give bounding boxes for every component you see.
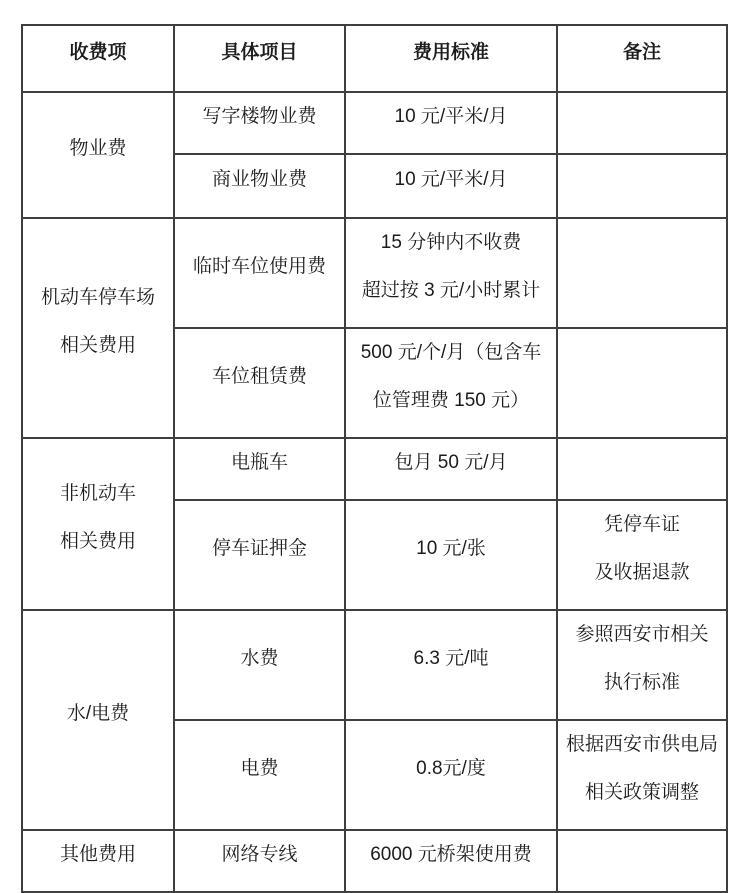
fee-cell: 10 元/张 [345,500,557,610]
table-row [22,92,727,154]
table-row [22,610,727,720]
note-cell [557,154,727,218]
table-row [22,218,727,328]
group-label: 机动车停车场 [40,287,155,308]
column-header-fee-item: 收费项 [22,25,174,92]
note-cell: 参照西安市相关 执行标准 [557,610,727,720]
fee-cell: 10 元/平米/月 [345,92,557,154]
fee-cell: 15 分钟内不收费 超过按 3 元/小时累计 [345,218,557,328]
group-label: 相关费用 [59,335,136,356]
group-label: 水/电费 [66,703,130,724]
item-cell: 停车证押金 [174,500,345,610]
item-cell: 电瓶车 [174,438,345,500]
group-cell-non-motor [22,438,174,610]
column-header-remarks: 备注 [557,25,727,92]
fee-cell: 10 元/平米/月 [345,154,557,218]
group-cell-motor-parking [22,218,174,438]
header-row [22,25,727,92]
group-cell-other [22,830,174,892]
fee-cell: 包月 50 元/月 [345,438,557,500]
group-label: 其他费用 [59,844,136,865]
item-cell: 车位租赁费 [174,328,345,438]
note-cell [557,438,727,500]
group-label: 物业费 [69,138,127,159]
item-cell: 网络专线 [174,830,345,892]
note-cell: 凭停车证 及收据退款 [557,500,727,610]
item-cell: 电费 [174,720,345,830]
group-label: 非机动车 [59,483,136,504]
table-row [22,438,727,500]
table-row [22,830,727,892]
note-cell [557,218,727,328]
group-label: 相关费用 [59,531,136,552]
column-header-specific: 具体项目 [174,25,345,92]
group-cell-water-electric [22,610,174,830]
item-cell: 写字楼物业费 [174,92,345,154]
note-cell [557,328,727,438]
item-cell: 临时车位使用费 [174,218,345,328]
note-cell: 根据西安市供电局 相关政策调整 [557,720,727,830]
column-header-fee-standard: 费用标准 [345,25,557,92]
fee-cell: 6000 元桥架使用费 [345,830,557,892]
note-cell [557,92,727,154]
item-cell: 商业物业费 [174,154,345,218]
fee-cell: 500 元/个/月（包含车 位管理费 150 元） [345,328,557,438]
fee-cell: 6.3 元/吨 [345,610,557,720]
note-cell [557,830,727,892]
fee-cell: 0.8元/度 [345,720,557,830]
fee-table [21,24,728,893]
group-cell-property-fee [22,92,174,218]
item-cell: 水费 [174,610,345,720]
